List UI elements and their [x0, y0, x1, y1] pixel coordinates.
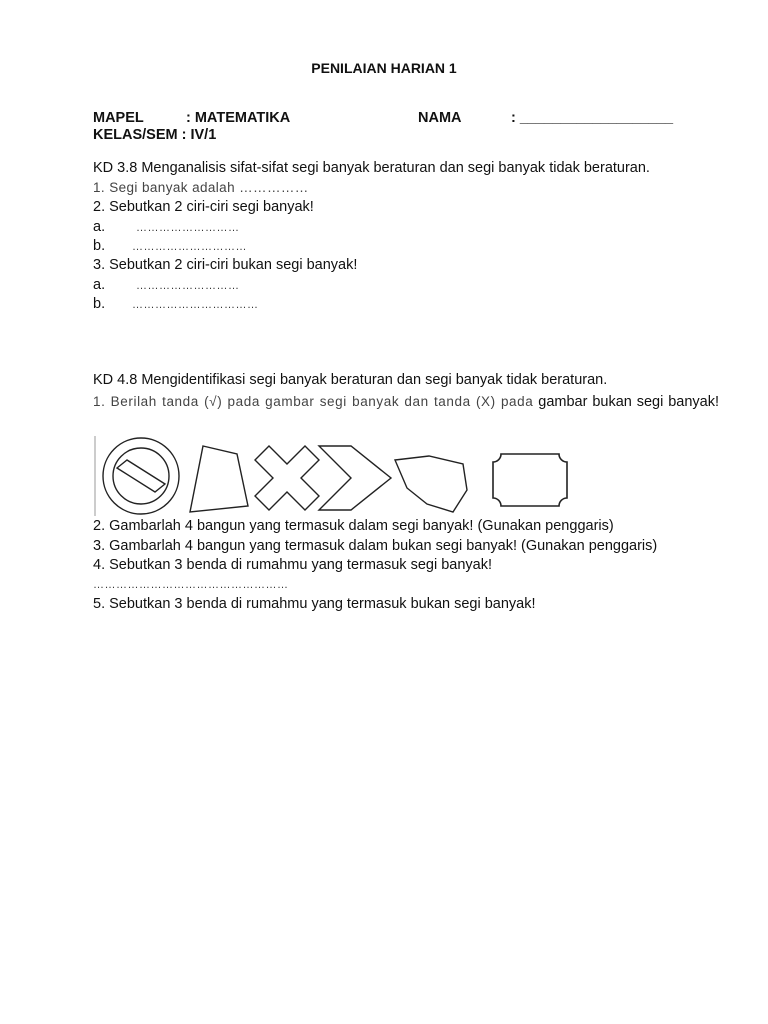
kelas-sem: KELAS/SEM : IV/1 [93, 127, 217, 143]
nama-label: NAMA [418, 110, 462, 126]
kd1-q2b-label: b. [93, 238, 106, 254]
mapel-label: MAPEL [93, 110, 144, 126]
kd1-q2a-dots: ……………………… [136, 222, 240, 234]
kd2-q1-part2: gambar bukan segi banyak! [538, 394, 719, 410]
kd1-q3a-dots: ……………………… [136, 280, 240, 292]
kd2-question-4: 4. Sebutkan 3 benda di rumahmu yang termasuk segi banyak! [93, 557, 492, 573]
kd2-heading: KD 4.8 Mengidentifikasi segi banyak beraturan dan segi banyak tidak beraturan. [93, 372, 608, 388]
chevron-arrow-shape [319, 446, 391, 510]
kd1-question-3: 3. Sebutkan 2 ciri-ciri bukan segi banyak! [93, 257, 358, 273]
kd1-q3a-label: a. [93, 277, 106, 293]
mapel-value: : MATEMATIKA [186, 110, 291, 126]
kd1-q2b-dots: ………………………… [132, 241, 247, 253]
kd1-question-2: 2. Sebutkan 2 ciri-ciri segi banyak! [93, 199, 314, 215]
kd1-heading: KD 3.8 Menganalisis sifat-sifat segi banyak beraturan dan segi banyak tidak beraturan. [93, 160, 650, 176]
irregular-quadrilateral-shape [190, 446, 248, 512]
irregular-polygon-shape [395, 456, 467, 512]
nama-value: : ___________________ [511, 110, 674, 126]
kd2-q4-dots: …………………………………………… [93, 579, 289, 591]
shapes-figure [93, 432, 593, 518]
kd1-question-1: 1. Segi banyak adalah …………… [93, 180, 309, 195]
rounded-notched-rectangle-shape [493, 454, 567, 506]
kd2-question-2: 2. Gambarlah 4 bangun yang termasuk dalam segi banyak! (Gunakan penggaris) [93, 518, 614, 534]
kd2-question-1 [93, 391, 719, 413]
kd2-question-5: 5. Sebutkan 3 benda di rumahmu yang termasuk bukan segi banyak! [93, 596, 536, 612]
cross-shape [255, 446, 319, 510]
no-entry-circle-shape [103, 438, 179, 514]
page-title: PENILAIAN HARIAN 1 [311, 60, 457, 76]
kd2-question-3: 3. Gambarlah 4 bangun yang termasuk dalam bukan segi banyak! (Gunakan penggaris) [93, 538, 658, 554]
kd1-q2a-label: a. [93, 219, 106, 235]
kd1-q3b-dots: …………………………… [132, 299, 259, 311]
kd1-q3b-label: b. [93, 296, 106, 312]
kd2-q1-part1: 1. Berilah tanda (√) pada gambar segi banyak dan tanda (X) pada [93, 394, 534, 409]
